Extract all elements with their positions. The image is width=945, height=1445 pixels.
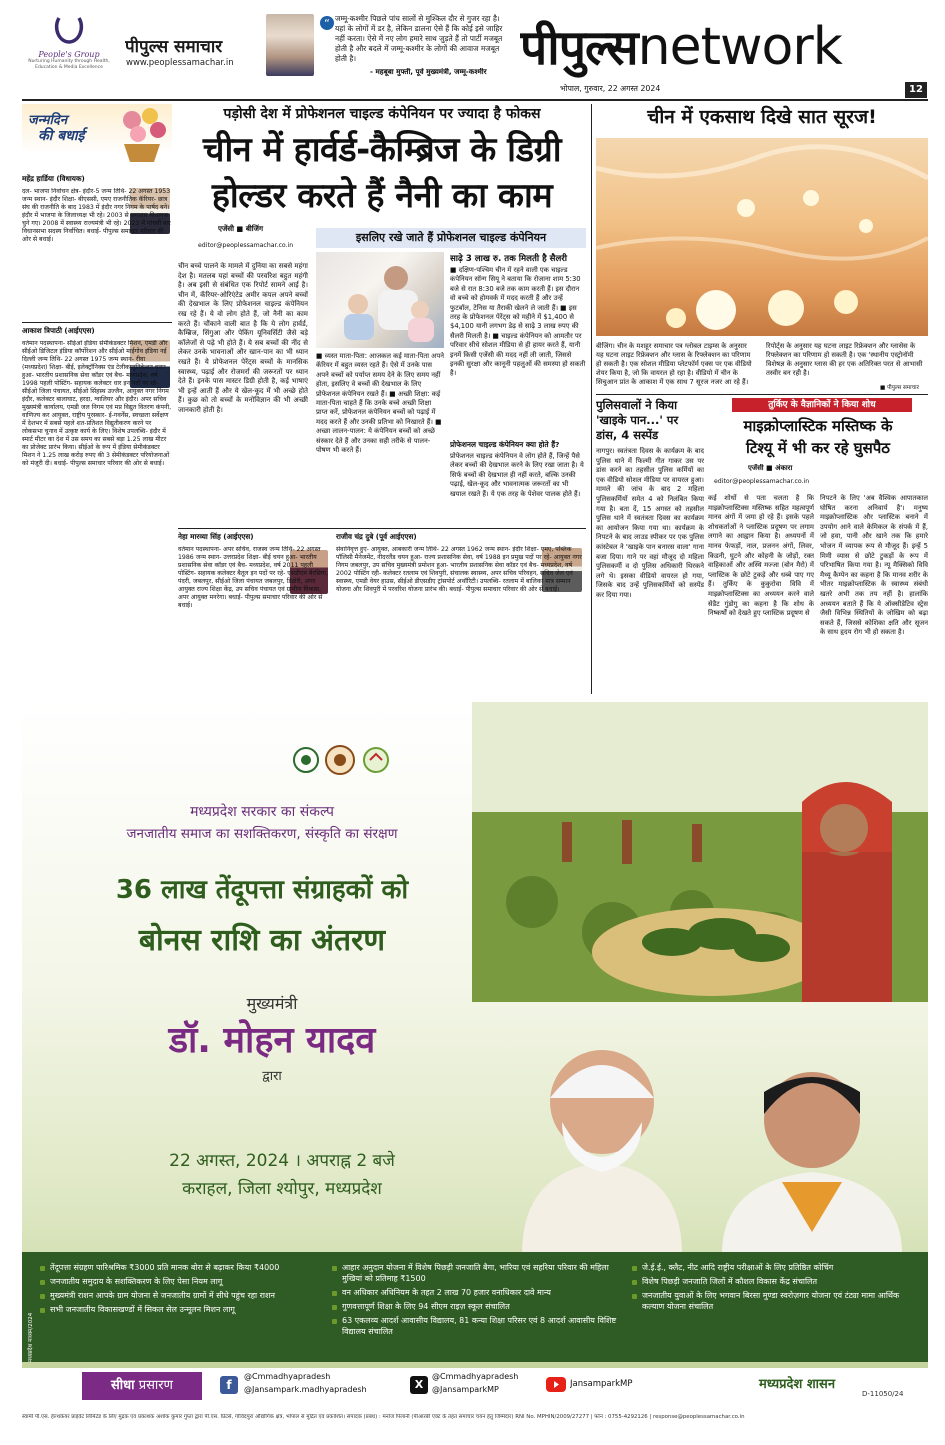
quote-photo xyxy=(266,14,314,76)
group-name: People's Group xyxy=(38,50,100,59)
lead-headline-2: होल्डर करते हैं नैनी का काम xyxy=(211,176,553,216)
birthday-column xyxy=(22,104,172,694)
lead-side-text: ■ दक्षिण-पश्चिम चीन में रहने वाली एक चाइल्ड कंपेनियन सॉन्ग सियू ने बताया कि रोजाना शाम 5:30 बजे से रात 8:30 बजे तक काम करती हैं। इस दौरान वो बच्चे को होमवर्क में मदद करती हैं और उन्हें फुटबॉल, टेनिस या तैराकी खेलने ले जाती हैं। ■ इस तरह के प्रोफेशनल पेरेंट्स को महीने में $1,400 से $4,100 यानी लगभग डेढ़ से साढ़े 3 लाख रुपए की सैलरी मिलती है। ■ चाइल्ड कंपेनियन को आमतौर पर परिवार सीधे सोशल मीडिया से ही हायर करते हैं, यानी इनमें किसी एजेंसी की मदद नहीं ली जाती, जिससे इनकी सुरक्षा और कानूनी पहलुओं की समस्या हो सकती है। xyxy=(450,266,586,378)
group-tagline: Nurturing Humanity through Health, Education & Media Excellence xyxy=(28,59,110,70)
china-sun-story xyxy=(596,104,928,390)
ad-by: द्वारा xyxy=(262,1069,282,1084)
police-body: नागपुर। स्वतंत्रता दिवस के कार्यक्रम के बाद पुलिस थाने में फिल्मी गीत गाकर उस पर डांस करने का तहसील पुलिस कर्मियों का एक वीडियो सोशल मीडिया पर वायरल हुआ। मामले की जांच के बाद 2 महिला पुलिसकर्मियों समेत 4 को निलंबित किया गया है। बता दें, 15 अगस्त को तहसील पुलिस थाने में स्वतंत्रता दिवस का कार्यक्रम का आयोजन किया गया था। कार्यक्रम के निपटने के बाद लाउड स्पीकर पर एक पुलिस कांस्टेबल ने 'खाइके पान बनारस वाला' गाना बजा दिया। गाने पर वहां मौजूद दो महिला पुलिसकर्मी व दो पुलिस अधिकारी थिरकने लगे थे। इसका वीडियो वायरल हो गया, जिसके बाद उन्हें पुलिसकर्मियों को सस्पेंड कर दिया गया। xyxy=(596,447,704,599)
birthday-header-line1: जन्मदिन xyxy=(28,113,68,128)
ad-bullets-col3 xyxy=(632,1262,918,1358)
china-sun-caption-left: बीजिंग। चीन के मशहूर समाचार पत्र ग्लोबल टाइम्स के अनुसार यह घटना लाइट रिफ्रेक्शन और ग्लास के रिफ्लेक्शन का परिणाम हो सकती है। एक सोशल मीडिया प्लेटफॉर्म एक्स पर एक वीडियो शेयर किया है, जो कि वायरल हो रहा है। वीडियो में चीन के सिचुआन प्रांत के आकाश में एक साथ 7 सूरज नजर आ रहे हैं। xyxy=(596,342,752,386)
dateline: भोपाल, गुरुवार, 22 अगस्त 2024 xyxy=(560,84,661,93)
ad-headline-2: बोनस राशि का अंतरण xyxy=(138,923,386,958)
person3-block xyxy=(178,532,328,694)
lead-mid-text: ■ व्यस्त माता-पिता: आजकल कई माता-पिता अपने कॅरियर में बहुत व्यस्त रहते हैं। ऐसे में उनके पास अपने बच्चों को पर्याप्त समय देने के लिए समय नहीं होता, इसलिए वे बच्चों की देखभाल के लिए प्रोफेशनल कंपेनियन रखते हैं। ■ अच्छी शिक्षा: कई माता-पिता चाहते हैं कि उनके बच्चे अच्छी शिक्षा प्राप्त करें, प्रोफेशनल कंपेनियन बच्चों को पढ़ाई में मदद करते हैं और उनकी प्रतिभा को निखारते हैं। ■ अच्छा लालन-पालन: ये कंपेनियन बच्चों को अच्छे संस्कार देते हैं और उनका सही तरीके से पालन-पोषण भी करते हैं। xyxy=(316,352,444,455)
ad-bullet: तेंदूपत्ता संग्रहण पारिश्रमिक ₹3000 प्रति मानक बोरा से बढ़ाकर किया ₹4000 xyxy=(40,1262,320,1273)
child-companion-photo-icon xyxy=(316,252,444,348)
micro-body-left: कई शोधों से पता चलता है कि माइक्रोप्लास्टिक्स मस्तिष्क सहित महत्वपूर्ण मानव अंगों में जमा हो रहे हैं। इसके पहले शोधकर्ताओं ने प्लास्टिक प्रदूषण पर लगाम लगाने का आह्वान किया है। अध्ययनों में मानव फेफड़ों, नाल, प्रजनन अंगों, लिवर, किडनी, घुटने और कोहनी के जोड़ों, रक्त वाहिकाओं और अस्थि मज्जा (बोन मैरो) में प्लास्टिक के छोटे टुकड़े और धब्बे पाए गए हैं। तुर्किए के कुकुरोवा विवि में माइक्रोप्लास्टिक्स का अध्ययन करने वाले सेडैट गुंडोगु का कहना है कि शोध के निष्कर्षों को देखते हुए प्लास्टिक प्रदूषण से xyxy=(708,494,814,618)
ad-bullets-band xyxy=(22,1252,928,1362)
pm-portrait-icon xyxy=(502,1002,702,1254)
seven-suns-icon xyxy=(596,138,928,336)
ad-bullet: आहार अनुदान योजना में विशेष पिछड़ी जनजाति बैगा, भारिया एवं सहरिया परिवार की महिला मुखियां को प्रतिमाह ₹1500 xyxy=(332,1262,622,1284)
person1-name: महेंद्र हार्डिया (विधायक) xyxy=(22,174,85,183)
ad-footer-sidha: सीधा xyxy=(111,1378,135,1393)
quote-icon: “ xyxy=(320,16,334,30)
ad-footer xyxy=(22,1368,928,1404)
ad-date-time: 22 अगस्त, 2024 । अपराह्न 2 बजे xyxy=(169,1151,395,1171)
quote-author: - महबूबा मुफ्ती, पूर्व मुख्यमंत्री, जम्मू-कश्मीर xyxy=(370,68,487,76)
brand-hindi: पीपुल्स xyxy=(520,20,638,76)
lead-subheading: इसलिए रखे जाते हैं प्रोफेशनल चाइल्ड कंपेनियन xyxy=(316,228,586,248)
ad-cm-name: डॉ. मोहन यादव xyxy=(168,1020,376,1060)
microplastic-story xyxy=(708,398,928,694)
lead-side-text-2: प्रोफेशनल चाइल्ड कंपेनियन वे लोग होते हैं, जिन्हें पैसे लेकर बच्चों की देखभाल करने के लिए रखा जाता है। ये सिर्फ बच्चों की देखभाल ही नहीं करते, बल्कि उनकी पढ़ाई, खेल-कूद और भावनात्मक जरूरतों का भी खयाल रखते हैं। ये एक तरह के पेशेवर पालक होते हैं। xyxy=(450,452,584,498)
imprint: स्वामी पी.एस. हेल्थकेयर प्राइवेट लिमिटेड के लिए मुद्रक एवं प्रकाशक अशोक कुमार गुप्ता द्वारा पी.एस. प्रिंटर्स, गोविंदपुरा औद्योगिक क्षेत्र, भोपाल से मुद्रित एवं प्रकाशित। संपादक (प्रबंध) : मनोज पिलानी (पीआरबी एक्ट के तहत समाचार चयन हेतु जिम्मेदार) RNI No. MPHIN/2009/27277 | फोन : 0755-4292126 | response@peoplessamachar.co.in xyxy=(22,1414,745,1420)
tendu-collector-icon xyxy=(472,702,928,1002)
person3-name: नेहा मारव्या सिंह (आईएएस) xyxy=(178,532,254,541)
ad-bullet: सभी जनजातीय विकासखण्डों में सिकल सेल उन्मूलन मिशन लागू xyxy=(40,1304,320,1315)
masthead xyxy=(0,0,945,100)
birthday-header xyxy=(22,104,172,166)
ad-bullet: मुख्यमंत्री राशन आपके ग्राम योजना से जनजातीय ग्रामों में सीधे पहुंच रहा राशन xyxy=(40,1290,320,1301)
lead-byline: एजेंसी ■ बीजिंग xyxy=(218,224,264,233)
group-logo xyxy=(28,12,110,88)
pm-portrait xyxy=(502,1002,702,1254)
ad-line1: मध्यप्रदेश सरकार का संकल्प xyxy=(190,804,334,820)
police-headline-1: पुलिसवालों ने किया xyxy=(596,398,678,412)
website-link[interactable]: www.peoplessamachar.in xyxy=(126,58,234,68)
ad-line2: जनजातीय समाज का सशक्तिकरण, संस्कृति का संरक्षण xyxy=(126,826,398,842)
government-ad xyxy=(22,702,928,1404)
youtube-play-icon xyxy=(546,1377,566,1392)
ad-logo-icons xyxy=(292,742,392,778)
group-logo-icon xyxy=(51,12,87,48)
ad-vertical-credit: मध्यप्रदेश माध्यम/2024 xyxy=(28,1312,34,1362)
x-handle-2[interactable]: @JansamparkMP xyxy=(432,1385,499,1394)
person1-text: दल- भाजपा निर्वाचन क्षेत्र- इंदौर-5 जन्म तिथि- 22 अगस्त 1953 जन्म स्थान- इंदौर शिक्षा- बीएससी, एमए राजनीतिक कॅरियर- छात्र संघ की राजनीति के बाद 1983 में इंदौर नगर निगम के पार्षद बने। इंदौर में भाजपा के जिलाध्यक्ष भी रहे। 2003 से लगातार विधायक चुने गए। 2008 में स्वास्थ्य राज्यमंत्री भी रहे। 2023 में पांचवीं बार विधानसभा सदस्य निर्वाचित। बधाई- पीपुल्स समाचार परिवार की ओर से बधाई। xyxy=(22,188,171,243)
lead-email: editor@peoplessamachar.co.in xyxy=(198,242,294,249)
lead-side-heading-2: प्रोफेशनल चाइल्ड कंपेनियन क्या होते हैं? xyxy=(450,440,560,449)
micro-byline: एजेंसी ■ अंकारा xyxy=(748,464,793,472)
ad-bullet: जनजातीय समुदाय के सशक्तिकरण के लिए पेसा नियम लागू xyxy=(40,1276,320,1287)
lead-headline-1: चीन में हार्वर्ड-कैम्ब्रिज के डिग्री xyxy=(202,130,562,170)
ad-logos xyxy=(292,742,392,778)
ad-bullet: विशेष पिछड़ी जनजाति जिलों में कौशल विकास केंद्र संचालित xyxy=(632,1276,918,1287)
quote-text: जम्मू-कश्मीर पिछले पांच सालों से मुश्किल दौर से गुजर रहा है। यहां के लोगों में डर है, लेकिन डालना ऐसे हैं कि कोई इसे जाहिर नहीं करता। ऐसे में नए लोग हमारे साथ जुड़ते हैं तो पार्टी मजबूत होती है और बदले में जम्मू-कश्मीर के लोगों की आवाज मजबूत होती है। xyxy=(335,14,503,63)
person2-text: वर्तमान पदस्थापना- सीईओ इंडिया सेमीकंडक्टर मिशन, एमडी और सीईओ डिजिटल इंडिया कॉर्पोरेशन और सीईओ माईगोव इंडिया नई दिल्ली जन्म तिथि- 22 अगस्त 1975 जन्म स्थान- रीवा (मध्यप्रदेश) शिक्षा- बीई, इलेक्ट्रॉनिक्स एंड टेलीकम्युनिकेशन चयन हुआ- भारतीय प्रशासनिक सेवा कॉडर एवं बैच- मध्यप्रदेश, वर्ष 1998 पहली पोस्टिंग- सहायक कलेक्टर धार इन पदों पर रहे- सीईओ जिला पंचायत, सीईओ सिंहस्थ उज्जैन, आयुक्त नगर निगम इंदौर, कलेक्टर बालाघाट, हरदा, ग्वालियर और इंदौर। अपर सचिव मुख्यमंत्री कार्यालय, एमडी जल निगम एवं मप्र विद्युत वितरण कंपनी, वाणिज्य कर आयुक्त, राष्ट्रीय पुरस्कार- ई-गवर्नेंस, स्वच्छता सर्वेक्षण में देशभर में सबसे पहले शत-प्रतिशत विद्युतीकरण करने पर लोकसभा चुनाव में उत्कृष्ट कार्य के लिए। विशेष उपलब्धि- इंदौर में स्मार्ट मीटर का देश में उस समय का सबसे बड़ा 1.25 लाख मीटर का प्रोजेक्ट प्रारंभ किया। सीईओ के रूप में इंडिया सेमीकंडक्टर मिशन ने 1.25 लाख करोड़ रुपए की 3 सेमीकंडक्टर परियोजनाओं को मंजूरी दी। बधाई- पीपुल्स समाचार परिवार की ओर से बधाई। xyxy=(22,340,172,467)
micro-headline-1: माइक्रोप्लास्टिक मस्तिष्क के xyxy=(743,417,893,435)
cm-portrait xyxy=(712,1032,912,1254)
ad-headline-1: 36 लाख तेंदूपत्ता संग्राहकों को xyxy=(115,875,409,905)
person3-text: वर्तमान पदस्थापना- अपर सचिव, राजस्व जन्म तिथि- 22 अगस्त 1986 जन्म स्थान- उत्तरप्रदेश शिक्षा- बीई चयन हुआ- भारतीय प्रशासनिक सेवा कॉडर एवं बैच- मध्यप्रदेश, वर्ष 2011 पहली पोस्टिंग- सहायक कलेक्टर बैतूल इन पदों पर रहे- एसडीएम बैरसिया, पंदरी, जबलपुर, सीईओ जिला पंचायत जबलपुर, डिंडोरी, अपर आयुक्त राज्य शिक्षा केंद्र, उप सचिव पंचायत एवं ग्रामीण विकास, अपर आयुक्त मनरेगा। बधाई- पीपुल्स समाचार परिवार की ओर से बधाई। xyxy=(178,546,328,609)
person4-name: राजीव चंद्र दुबे (पूर्व आईएएस) xyxy=(336,532,417,541)
seven-suns-photo xyxy=(596,138,928,336)
ad-bullet: जनजातीय युवाओं के लिए भगवान बिरसा मुण्डा स्वरोज़गार योजना एवं टंट्या मामा आर्थिक कल्याण योजना संचालित xyxy=(632,1290,918,1312)
ad-govt-label: मध्यप्रदेश शासन xyxy=(758,1377,836,1392)
lead-photo xyxy=(316,252,444,348)
micro-body-right: निपटने के लिए 'अब वैश्विक आपातकाल घोषित करना अनिवार्य है'। मनुष्य माइक्रोप्लास्टिक और प्लास्टिक बनाने में उपयोग आने वाले केमिकल के संपर्क में हैं, जो हवा, पानी और खाने तक कि हमारे भोजन में व्यापक रूप से मौजूद हैं। इन्हें 5 मिमी व्यास से छोटे टुकड़ों के रूप में परिभाषित किया गया है। न्यू मैक्सिको विवि मैथ्यू कैम्पेन का कहना है कि मानव शरीर के भीतर माइक्रोप्लास्टिक के स्वास्थ्य संबंधी खतरे अभी तक तय नहीं है। हालांकि अध्ययन बताते हैं कि ये ऑक्सीडेटिव स्ट्रेस जैसी विभिन्न स्थितियों के जोखिम को बढ़ा सकते हैं, जिससे कोशिका क्षति और सूजन के साथ हृदय रोग भी हो सकता है। xyxy=(820,494,928,637)
micro-kicker: तुर्किए के वैज्ञानिकों ने किया शोध xyxy=(732,398,912,412)
cm-portrait-icon xyxy=(712,1032,912,1254)
ad-bullet: वन अधिकार अधिनियम के तहत 2 लाख 70 हजार वनाधिकार दावे मान्य xyxy=(332,1287,622,1298)
police-headline-3: डांस, 4 सस्पेंड xyxy=(596,428,659,442)
ad-code: D-11050/24 xyxy=(862,1390,904,1398)
brand-english: network xyxy=(637,17,842,77)
youtube-handle[interactable]: JansamparkMP xyxy=(570,1379,633,1389)
lead-side-heading: साढ़े 3 लाख रु. तक मिलती है सैलरी xyxy=(450,254,568,264)
ad-footer-prasaran: प्रसारण xyxy=(138,1378,173,1393)
ad-cm-label: मुख्यमंत्री xyxy=(246,994,298,1013)
person4-block xyxy=(336,532,586,694)
ad-bullets-col1 xyxy=(40,1262,320,1358)
lead-kicker: पड़ोसी देश में प्रोफेशनल चाइल्ड कंपेनियन पर ज्यादा है फोकस xyxy=(223,106,541,122)
ad-venue: कराहल, जिला श्योपुर, मध्यप्रदेश xyxy=(182,1179,382,1199)
micro-headline-2: टिश्यू में भी कर रहे घुसपैठ xyxy=(745,439,891,457)
lead-story xyxy=(178,104,586,526)
facebook-handle-1[interactable]: @Cmmadhyapradesh xyxy=(244,1372,331,1381)
paper-name: पीपुल्स समाचार xyxy=(125,37,223,57)
birthday-header-line2: की बधाई xyxy=(38,128,85,144)
person2-name: आकाश त्रिपाठी (आईएएस) xyxy=(22,326,95,335)
facebook-handle-2[interactable]: @Jansampark.madhyapradesh xyxy=(244,1385,367,1394)
ad-bullets-col2 xyxy=(332,1262,622,1358)
brand xyxy=(520,14,930,80)
x-icon[interactable]: X xyxy=(410,1376,428,1394)
lead-body: चीन बच्चे पालने के मामले में दुनिया का सबसे महंगा देश है। मतलब यहां बच्चों की परवरिश बहुत महंगी है। अब इसी से संबंधित एक रिपोर्ट सामने आई है। चीन में, कॅरियर-ओरिएंटेड अमीर कपल अपने बच्चों की देखभाल के लिए प्रोफेशनल चाइल्ड कंपेनियन रख रहे हैं। ये वो लोग होते हैं, जो नैनी का काम करते हैं। चौंकाने वाली बात है कि ये लोग हार्वर्ड, कैम्ब्रिज, सिंगुआ और पेकिंग यूनिवर्सिटी जैसे बड़े कॉलेजों से पढ़े भी होते हैं। ये सब बच्चों की नींद से लेकर उनके भावनाओं और खान-पान का भी ध्यान रखते हैं। ये प्रोफेशनल पेरेंट्स बच्चों के मानसिक स्वास्थ्य, पढ़ाई और रोजमर्रा की जरूरतों पर ध्यान देते हैं। इनके पास मास्टर डिग्री होती है, कई भाषाएं भी इन्हें आती हैं और ये खेल-कूद में भी अच्छे होते हैं। कुछ को तो बच्चों के मनोविज्ञान की भी अच्छी जानकारी होती है। xyxy=(178,262,308,414)
facebook-icon[interactable]: f xyxy=(220,1376,238,1394)
person4-text: सेवानिवृत्त हुए- आयुक्त, आबकारी जन्म तिथि- 22 अगस्त 1962 जन्म स्थान- इंदौर शिक्षा- एमए, पब्लिक पॉलिसी मैनेजमेंट, नीदरलैंड चयन हुआ- राज्य प्रशासनिक सेवा, वर्ष 1988 इन प्रमुख पदों पर रहे- आयुक्त नगर निगम जबलपुर, उप सचिव मुख्यमंत्री प्रमोशन हुआ- भारतीय प्रशासनिक सेवा कॉडर एवं बैच- मध्यप्रदेश, वर्ष 2002 पोस्टिंग रही- कलेक्टर रतलाम एवं शिवपुरी, संचालक स्वास्थ्य, अपर सचिव परिवहन, सचिव जेल एवं स्वास्थ्य, एमडी वेयर हाउस, सीईओ डीएसडीए ट्रांसपोर्ट अथॉरिटी। उपलब्धि- रतलाम में बालिका मात्र सम्मान योजना और शिवपुरी में परवरिश योजना प्रारंभ की। बधाई- पीपुल्स समाचार परिवार की ओर से बधाई। xyxy=(336,546,582,593)
china-sun-headline: चीन में एकसाथ दिखे सात सूरज! xyxy=(647,106,877,128)
police-story xyxy=(596,398,704,694)
ad-bullet: 63 एकलव्य आदर्श आवासीय विद्यालय, 81 कन्या शिक्षा परिसर एवं 8 आदर्श आवासीय विशिष्ट विद्यालय संचालित xyxy=(332,1315,622,1337)
tendu-collector-photo xyxy=(472,702,928,1002)
china-sun-caption-right: रिपोर्ट्स के अनुसार यह घटना लाइट रिफ्रेक्शन और ग्लासेस के रिफ्लेक्शन का परिणाम हो सकती है। एक 'स्थानीय एस्ट्रोनॉमी विशेषज्ञ के अनुसार ग्लास की हर एक अतिरिक्त परत से आभासी तस्वीर बन रही है। xyxy=(766,342,923,377)
ad-bullet: गुणवत्तापूर्ण शिक्षा के लिए 94 सीएम राइज़ स्कूल संचालित xyxy=(332,1301,622,1312)
flowers-icon xyxy=(114,106,170,164)
micro-email: editor@peoplessamachar.co.in xyxy=(714,478,810,485)
x-handle-1[interactable]: @Cmmadhyapradesh xyxy=(432,1372,519,1381)
china-sun-credit: ■ पीपुल्स समाचार xyxy=(880,385,919,391)
ad-bullet: जे.ई.ई., क्लैट, नीट आदि राष्ट्रीय परीक्षाओं के लिए प्रतिष्ठित कोचिंग xyxy=(632,1262,918,1273)
ad-footer-broadcast xyxy=(82,1372,202,1400)
youtube-icon[interactable] xyxy=(546,1377,566,1392)
police-headline-2: 'खाइके पान...' पर xyxy=(596,413,679,427)
page-number: 12 xyxy=(905,82,927,98)
